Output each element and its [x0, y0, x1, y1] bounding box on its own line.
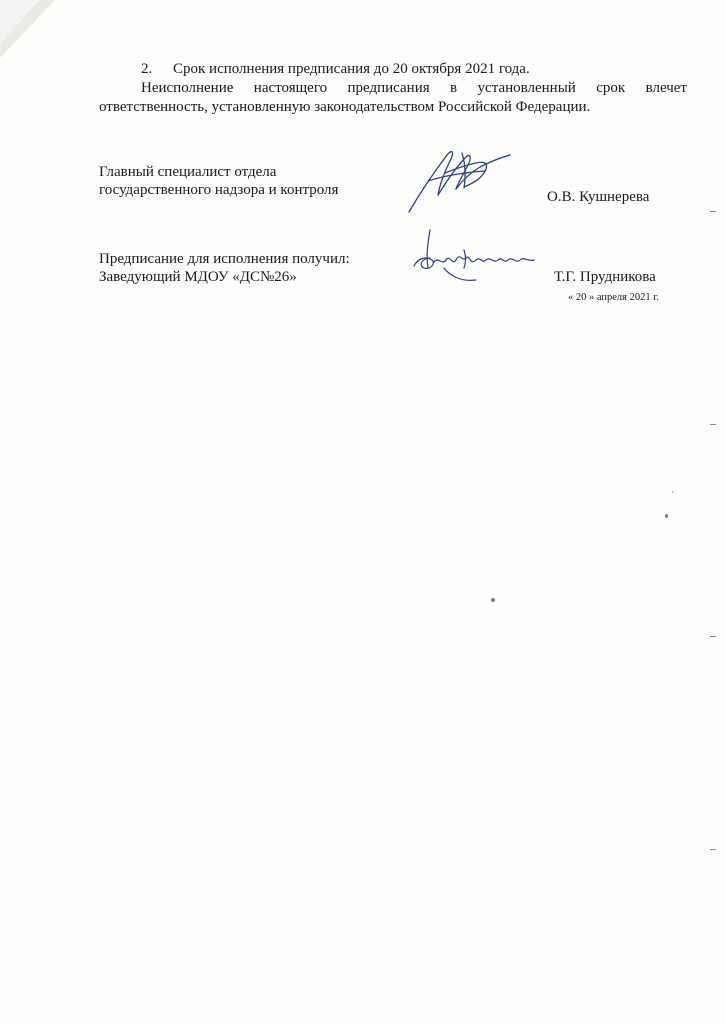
liability-paragraph-line2: ответственность, установленную законодательством Российской Федерации.: [99, 99, 591, 115]
recipient-title-line2: Заведующий МДОУ «ДС№26»: [99, 269, 297, 285]
recipient-name: Т.Г. Прудникова: [554, 269, 656, 285]
recipient-title-line1: Предписание для исполнения получил:: [99, 251, 350, 267]
item-number: 2.: [141, 61, 153, 77]
folded-corner-shadow: [0, 0, 60, 60]
issuer-title-line1: Главный специалист отдела: [99, 164, 277, 180]
liability-paragraph-line1: Неисполнение настоящего предписания в установленный срок влечет: [141, 80, 687, 96]
scan-edge-mark: [710, 211, 716, 212]
issuer-signature: [400, 143, 525, 218]
scan-edge-mark: [710, 849, 716, 850]
issuer-title-line2: государственного надзора и контроля: [99, 182, 339, 198]
scan-speck: [491, 598, 495, 602]
scan-speck: [672, 491, 674, 493]
scan-speck: [665, 514, 668, 518]
scan-edge-mark: [710, 424, 716, 425]
issuer-name: О.В. Кушнерева: [547, 189, 650, 205]
scan-edge-mark: [710, 636, 716, 637]
item-text: Срок исполнения предписания до 20 октября 2021 года.: [173, 61, 530, 77]
receipt-date: « 20 » апреля 2021 г.: [568, 292, 659, 303]
deadline-item: [141, 60, 530, 78]
recipient-signature: [404, 222, 554, 292]
